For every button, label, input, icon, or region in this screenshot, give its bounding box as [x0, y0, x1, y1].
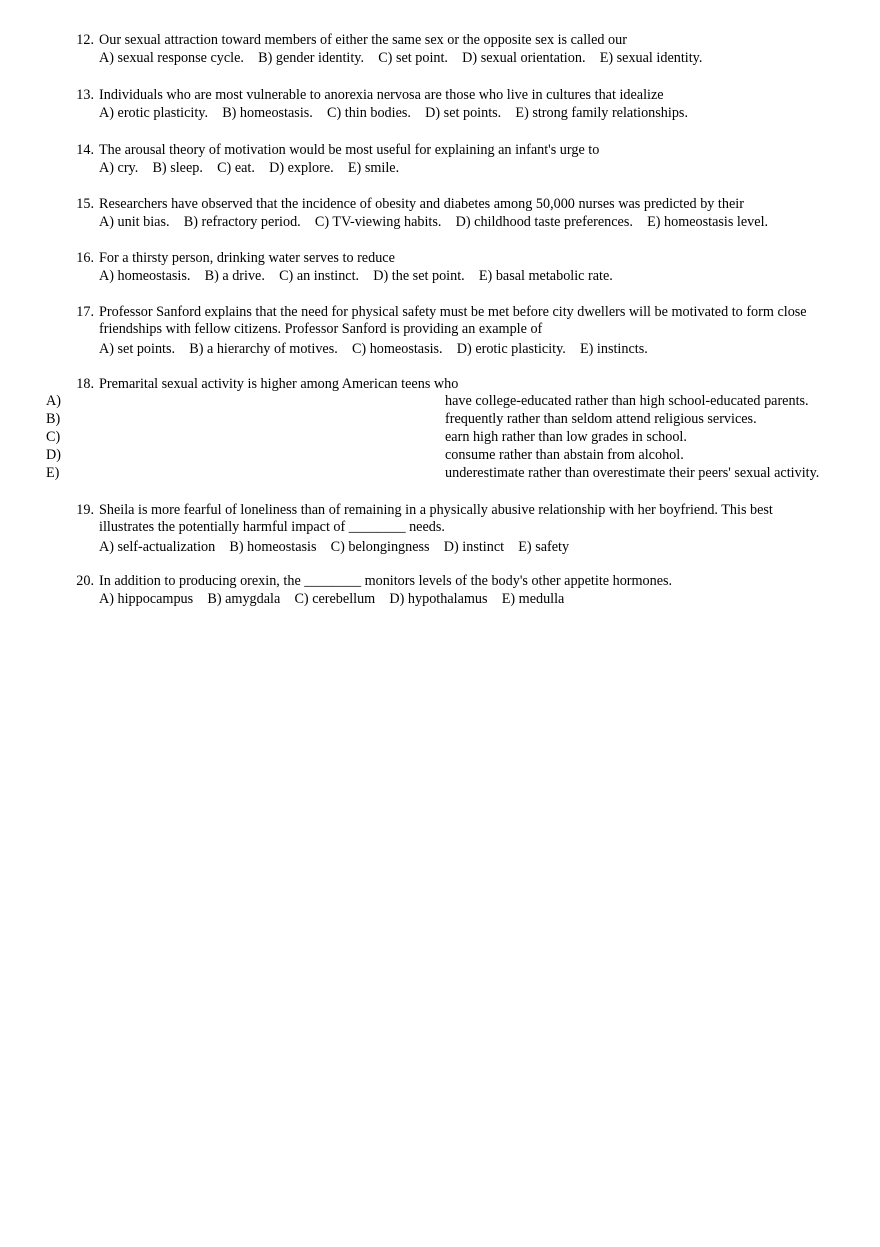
option-d: D) the set point. — [373, 268, 465, 284]
question-14 — [72, 142, 832, 177]
question-stem: In addition to producing orexin, the ________ monitors levels of the body's other appetite hormones. — [99, 573, 673, 589]
answer-options — [99, 214, 832, 231]
option-e: E) smile. — [347, 160, 400, 176]
question-stem: Our sexual attraction toward members of either the same sex or the opposite sex is called our — [99, 32, 627, 48]
question-number: 19. — [76, 502, 94, 518]
answer-options — [99, 50, 832, 67]
option-a — [46, 393, 846, 411]
option-text: underestimate rather than overestimate their peers' sexual activity. — [445, 465, 820, 481]
option-letter: C) — [46, 429, 61, 445]
answer-options — [99, 539, 832, 556]
question-number: 14. — [76, 142, 94, 158]
question-stem: The arousal theory of motivation would be most useful for explaining an infant's urge to — [99, 142, 600, 158]
option-c: C) homeostasis. — [351, 341, 443, 357]
question-number: 20. — [76, 573, 94, 589]
option-text: consume rather than abstain from alcohol. — [445, 447, 684, 463]
question-20 — [72, 573, 832, 608]
question-number: 13. — [76, 87, 94, 103]
option-e: E) safety — [518, 539, 570, 555]
question-stem: Premarital sexual activity is higher among American teens who — [99, 376, 459, 392]
question-number: 16. — [76, 250, 94, 266]
option-letter: D) — [46, 447, 61, 463]
option-a: A) hippocampus — [99, 591, 194, 607]
question-15 — [72, 196, 832, 231]
option-b — [46, 411, 846, 429]
option-b: B) homeostasis. — [222, 105, 313, 121]
option-d: D) sexual orientation. — [462, 50, 586, 66]
question-16 — [72, 250, 832, 285]
option-b: B) homeostasis — [229, 539, 317, 555]
option-e: E) instincts. — [579, 341, 648, 357]
question-stem: Professor Sanford explains that the need for physical safety must be met before city dwellers will be motivated to form close friendships with fellow citizens. Professor Sanford is providing an example of — [99, 304, 807, 337]
option-b: B) a hierarchy of motives. — [189, 341, 338, 357]
option-a: A) self-actualization — [99, 539, 216, 555]
option-a: A) unit bias. — [99, 214, 170, 230]
option-d: D) set points. — [425, 105, 502, 121]
option-e — [46, 465, 846, 483]
question-17 — [72, 304, 832, 358]
question-13 — [72, 87, 832, 122]
option-e: E) strong family relationships. — [515, 105, 688, 121]
option-c: C) an instinct. — [279, 268, 360, 284]
option-c: C) cerebellum — [294, 591, 376, 607]
answer-options — [99, 105, 832, 122]
option-e: E) homeostasis level. — [647, 214, 769, 230]
option-c: C) set point. — [378, 50, 448, 66]
option-a: A) cry. — [99, 160, 139, 176]
option-e: E) basal metabolic rate. — [478, 268, 613, 284]
option-d: D) hypothalamus — [389, 591, 488, 607]
option-b: B) amygdala — [207, 591, 281, 607]
question-stem: Sheila is more fearful of loneliness than of remaining in a physically abusive relationship with her boyfriend. This best illustrates the potentially harmful impact of ________ needs. — [99, 502, 773, 535]
option-a: A) homeostasis. — [99, 268, 191, 284]
option-c — [46, 429, 846, 447]
answer-options — [99, 160, 832, 177]
question-19 — [72, 502, 832, 556]
option-c: C) eat. — [217, 160, 255, 176]
option-text: have college-educated rather than high school-educated parents. — [445, 393, 809, 409]
question-number: 18. — [76, 376, 94, 392]
question-number: 12. — [76, 32, 94, 48]
question-stem: Researchers have observed that the incidence of obesity and diabetes among 50,000 nurses was predicted by their — [99, 196, 744, 212]
option-letter: A) — [46, 393, 61, 409]
option-e: E) medulla — [501, 591, 565, 607]
answer-options — [99, 591, 832, 608]
option-b: B) refractory period. — [183, 214, 301, 230]
option-text: earn high rather than low grades in school. — [445, 429, 687, 445]
option-letter: B) — [46, 411, 61, 427]
option-a: A) set points. — [99, 341, 176, 357]
option-c: C) thin bodies. — [327, 105, 411, 121]
option-c: C) TV-viewing habits. — [314, 214, 442, 230]
option-text: frequently rather than seldom attend religious services. — [445, 411, 757, 427]
option-letter: E) — [46, 465, 60, 481]
answer-options — [99, 341, 832, 358]
option-e: E) sexual identity. — [599, 50, 703, 66]
option-a: A) erotic plasticity. — [99, 105, 208, 121]
option-b: B) a drive. — [204, 268, 265, 284]
option-d: D) erotic plasticity. — [456, 341, 566, 357]
option-b: B) sleep. — [152, 160, 203, 176]
question-number: 17. — [76, 304, 94, 320]
option-d: D) explore. — [269, 160, 334, 176]
question-stem: Individuals who are most vulnerable to anorexia nervosa are those who live in cultures that idealize — [99, 87, 664, 103]
option-b: B) gender identity. — [258, 50, 365, 66]
option-a: A) sexual response cycle. — [99, 50, 244, 66]
question-12 — [72, 32, 832, 67]
question-18 — [72, 376, 832, 393]
question-stem: For a thirsty person, drinking water serves to reduce — [99, 250, 395, 266]
option-d — [46, 447, 846, 465]
answer-options — [99, 268, 832, 285]
question-number: 15. — [76, 196, 94, 212]
option-c: C) belongingness — [330, 539, 430, 555]
option-d: D) childhood taste preferences. — [455, 214, 633, 230]
option-d: D) instinct — [443, 539, 505, 555]
